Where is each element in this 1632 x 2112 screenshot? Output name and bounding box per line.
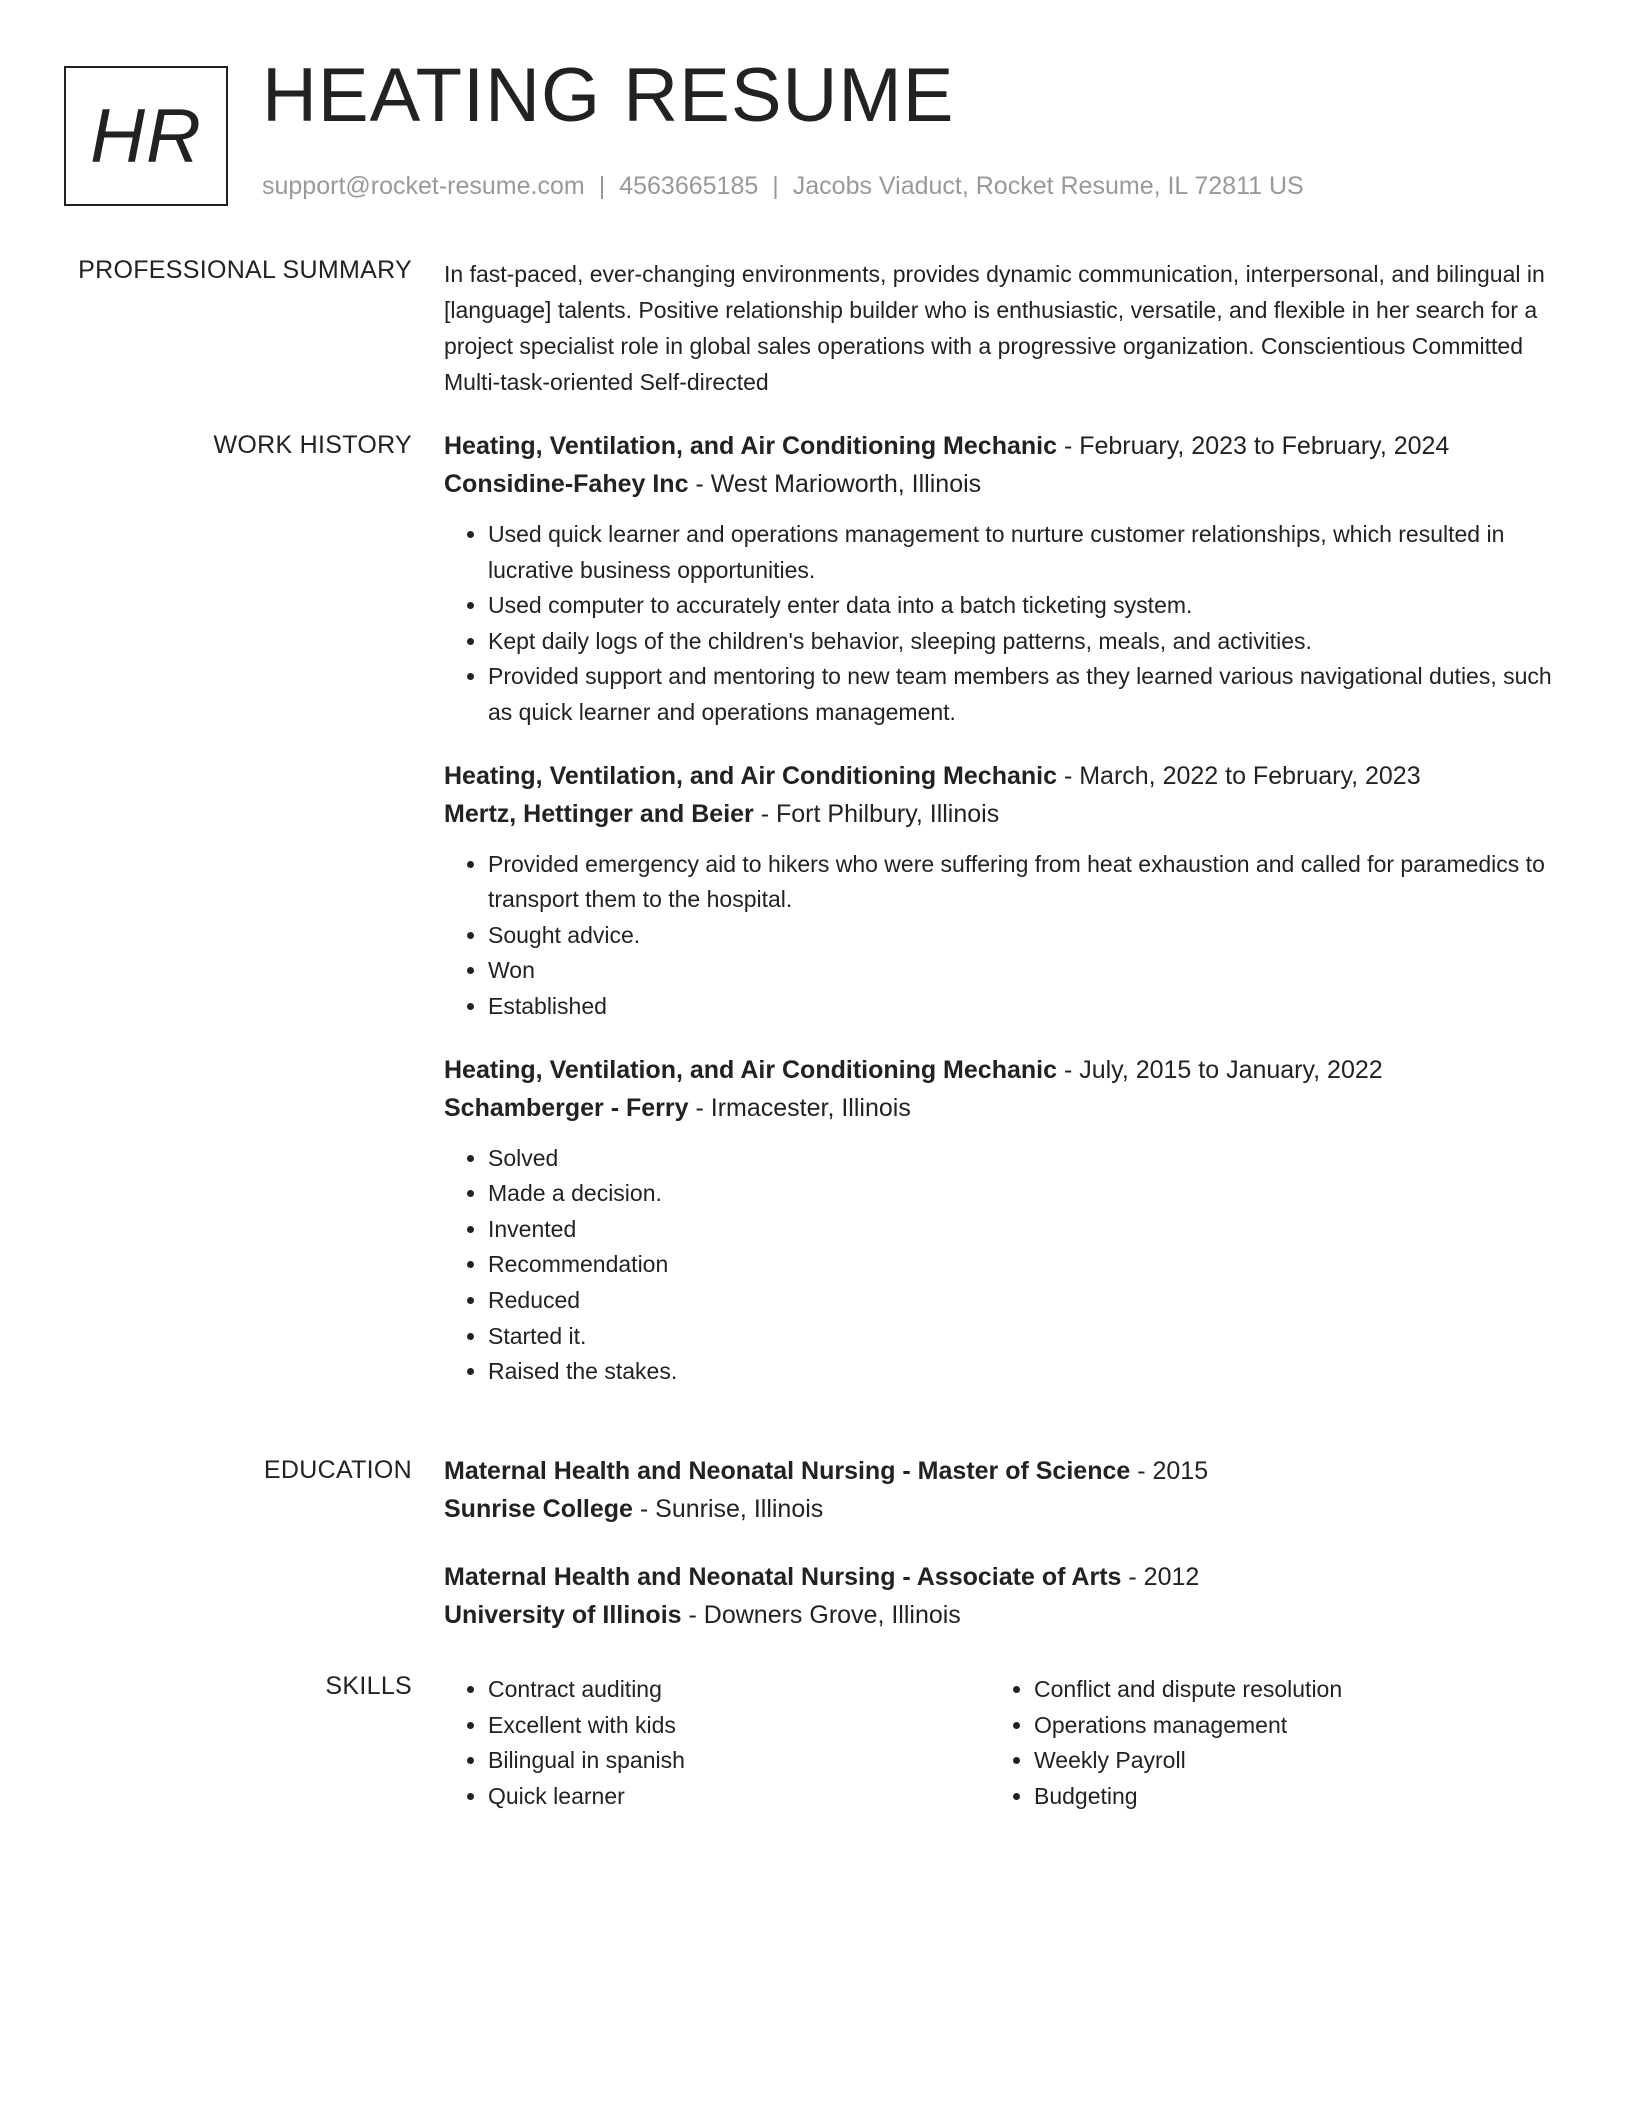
section-label-work: WORK HISTORY xyxy=(213,431,412,459)
education-degree-line xyxy=(444,1558,1554,1596)
contact-line xyxy=(262,172,1304,201)
education-entry xyxy=(444,1452,1554,1528)
contact-phone: 4563665185 xyxy=(619,172,759,200)
skill-item: • Excellent with kids xyxy=(488,1708,990,1744)
job-company-line xyxy=(444,465,1554,503)
skills-list-right xyxy=(990,1672,1536,1814)
skill-item: • Conflict and dispute resolution xyxy=(1034,1672,1536,1708)
contact-separator: | xyxy=(772,172,779,200)
job-company: Schamberger - Ferry xyxy=(444,1093,689,1122)
job-bullet: • Sought advice. xyxy=(488,918,1554,954)
skill-item: • Operations management xyxy=(1034,1708,1536,1744)
job-dates: - March, 2022 to February, 2023 xyxy=(1057,761,1421,790)
skills-column-right xyxy=(990,1672,1536,1814)
job-bullet: • Made a decision. xyxy=(488,1176,1554,1212)
job-dates: - July, 2015 to January, 2022 xyxy=(1057,1055,1383,1084)
skills-columns xyxy=(444,1672,1554,1814)
job-list xyxy=(444,427,1554,1390)
job-company: Considine-Fahey Inc xyxy=(444,470,689,498)
job-entry xyxy=(444,1051,1554,1390)
resume-title: HEATING RESUME xyxy=(262,53,955,138)
job-bullet: • Raised the stakes. xyxy=(488,1354,1554,1390)
monogram-logo: HR xyxy=(64,66,228,206)
education-list xyxy=(444,1452,1554,1634)
job-bullet: • Solved xyxy=(488,1141,1554,1177)
skill-item: • Budgeting xyxy=(1034,1779,1536,1815)
skills-column-left xyxy=(444,1672,990,1814)
education-location: - Sunrise, Illinois xyxy=(632,1495,824,1523)
section-label-skills: SKILLS xyxy=(325,1672,412,1700)
job-location: - West Marioworth, Illinois xyxy=(688,470,982,498)
section-label-education: EDUCATION xyxy=(263,1456,412,1484)
job-title-line xyxy=(444,427,1554,465)
job-bullet: • Used computer to accurately enter data into a batch ticketing system. xyxy=(488,588,1554,624)
job-bullet: • Started it. xyxy=(488,1319,1554,1355)
job-title-line xyxy=(444,1051,1554,1089)
skill-item: • Weekly Payroll xyxy=(1034,1743,1536,1779)
skill-item: • Contract auditing xyxy=(488,1672,990,1708)
job-bullet-list xyxy=(444,847,1554,1025)
education-degree: Maternal Health and Neonatal Nursing - Master of Science xyxy=(444,1457,1131,1485)
summary-body xyxy=(444,256,1554,400)
job-bullet: • Kept daily logs of the children's behavior, sleeping patterns, meals, and activities. xyxy=(488,624,1554,660)
education-school-line xyxy=(444,1596,1554,1634)
job-title-line xyxy=(444,757,1554,795)
job-location: - Fort Philbury, Illinois xyxy=(753,799,1000,828)
job-location: - Irmacester, Illinois xyxy=(688,1093,911,1122)
job-bullet: • Reduced xyxy=(488,1283,1554,1319)
education-location: - Downers Grove, Illinois xyxy=(681,1601,961,1629)
job-bullet-list xyxy=(444,1141,1554,1390)
job-bullet: • Provided emergency aid to hikers who were suffering from heat exhaustion and called for paramedics to transport them to the hospital. xyxy=(488,847,1554,918)
education-body xyxy=(444,1452,1554,1664)
education-school: University of Illinois xyxy=(444,1601,682,1629)
job-entry xyxy=(444,757,1554,1025)
education-year: - 2012 xyxy=(1121,1563,1200,1591)
job-bullet: • Won xyxy=(488,953,1554,989)
skills-list-left xyxy=(444,1672,990,1814)
education-school-line xyxy=(444,1490,1554,1528)
contact-separator: | xyxy=(598,172,606,200)
job-title: Heating, Ventilation, and Air Conditioning Mechanic xyxy=(444,1055,1057,1084)
job-title: Heating, Ventilation, and Air Conditioning Mechanic xyxy=(444,761,1057,790)
job-entry xyxy=(444,427,1554,731)
job-bullet: • Used quick learner and operations management to nurture customer relationships, which resulted in lucrative business opportunities. xyxy=(488,517,1554,588)
education-degree-line xyxy=(444,1452,1554,1490)
education-year: - 2015 xyxy=(1130,1457,1209,1485)
skill-item: • Bilingual in spanish xyxy=(488,1743,990,1779)
contact-email: support@rocket-resume.com xyxy=(262,172,585,200)
job-bullet: • Recommendation xyxy=(488,1247,1554,1283)
education-degree: Maternal Health and Neonatal Nursing - Associate of Arts xyxy=(444,1563,1122,1591)
work-body xyxy=(444,427,1554,1416)
job-company: Mertz, Hettinger and Beier xyxy=(444,799,754,828)
job-bullet: • Invented xyxy=(488,1212,1554,1248)
education-school: Sunrise College xyxy=(444,1495,633,1523)
education-entry xyxy=(444,1558,1554,1634)
job-company-line xyxy=(444,1089,1554,1127)
summary-text: In fast-paced, ever-changing environments, provides dynamic communication, interpersonal, and bilingual in [language] talents. Positive relationship builder who is enthusiastic, versatile, and flexible in her search for a project specialist role in global sales operations with a progressive organization. Conscientious Committed Multi-task-oriented Self-directed xyxy=(444,261,1545,395)
contact-address: Jacobs Viaduct, Rocket Resume, IL 72811 US xyxy=(792,172,1304,200)
skills-body xyxy=(444,1672,1554,1814)
job-bullet: • Provided support and mentoring to new team members as they learned various navigational duties, such as quick learner and operations management. xyxy=(488,659,1554,730)
section-label-summary: PROFESSIONAL SUMMARY xyxy=(78,256,412,284)
job-company-line xyxy=(444,795,1554,833)
job-dates: - February, 2023 to February, 2024 xyxy=(1057,432,1450,460)
skill-item: • Quick learner xyxy=(488,1779,990,1815)
job-bullet: • Established xyxy=(488,989,1554,1025)
job-bullet-list xyxy=(444,517,1554,731)
job-title: Heating, Ventilation, and Air Conditioning Mechanic xyxy=(444,432,1057,460)
